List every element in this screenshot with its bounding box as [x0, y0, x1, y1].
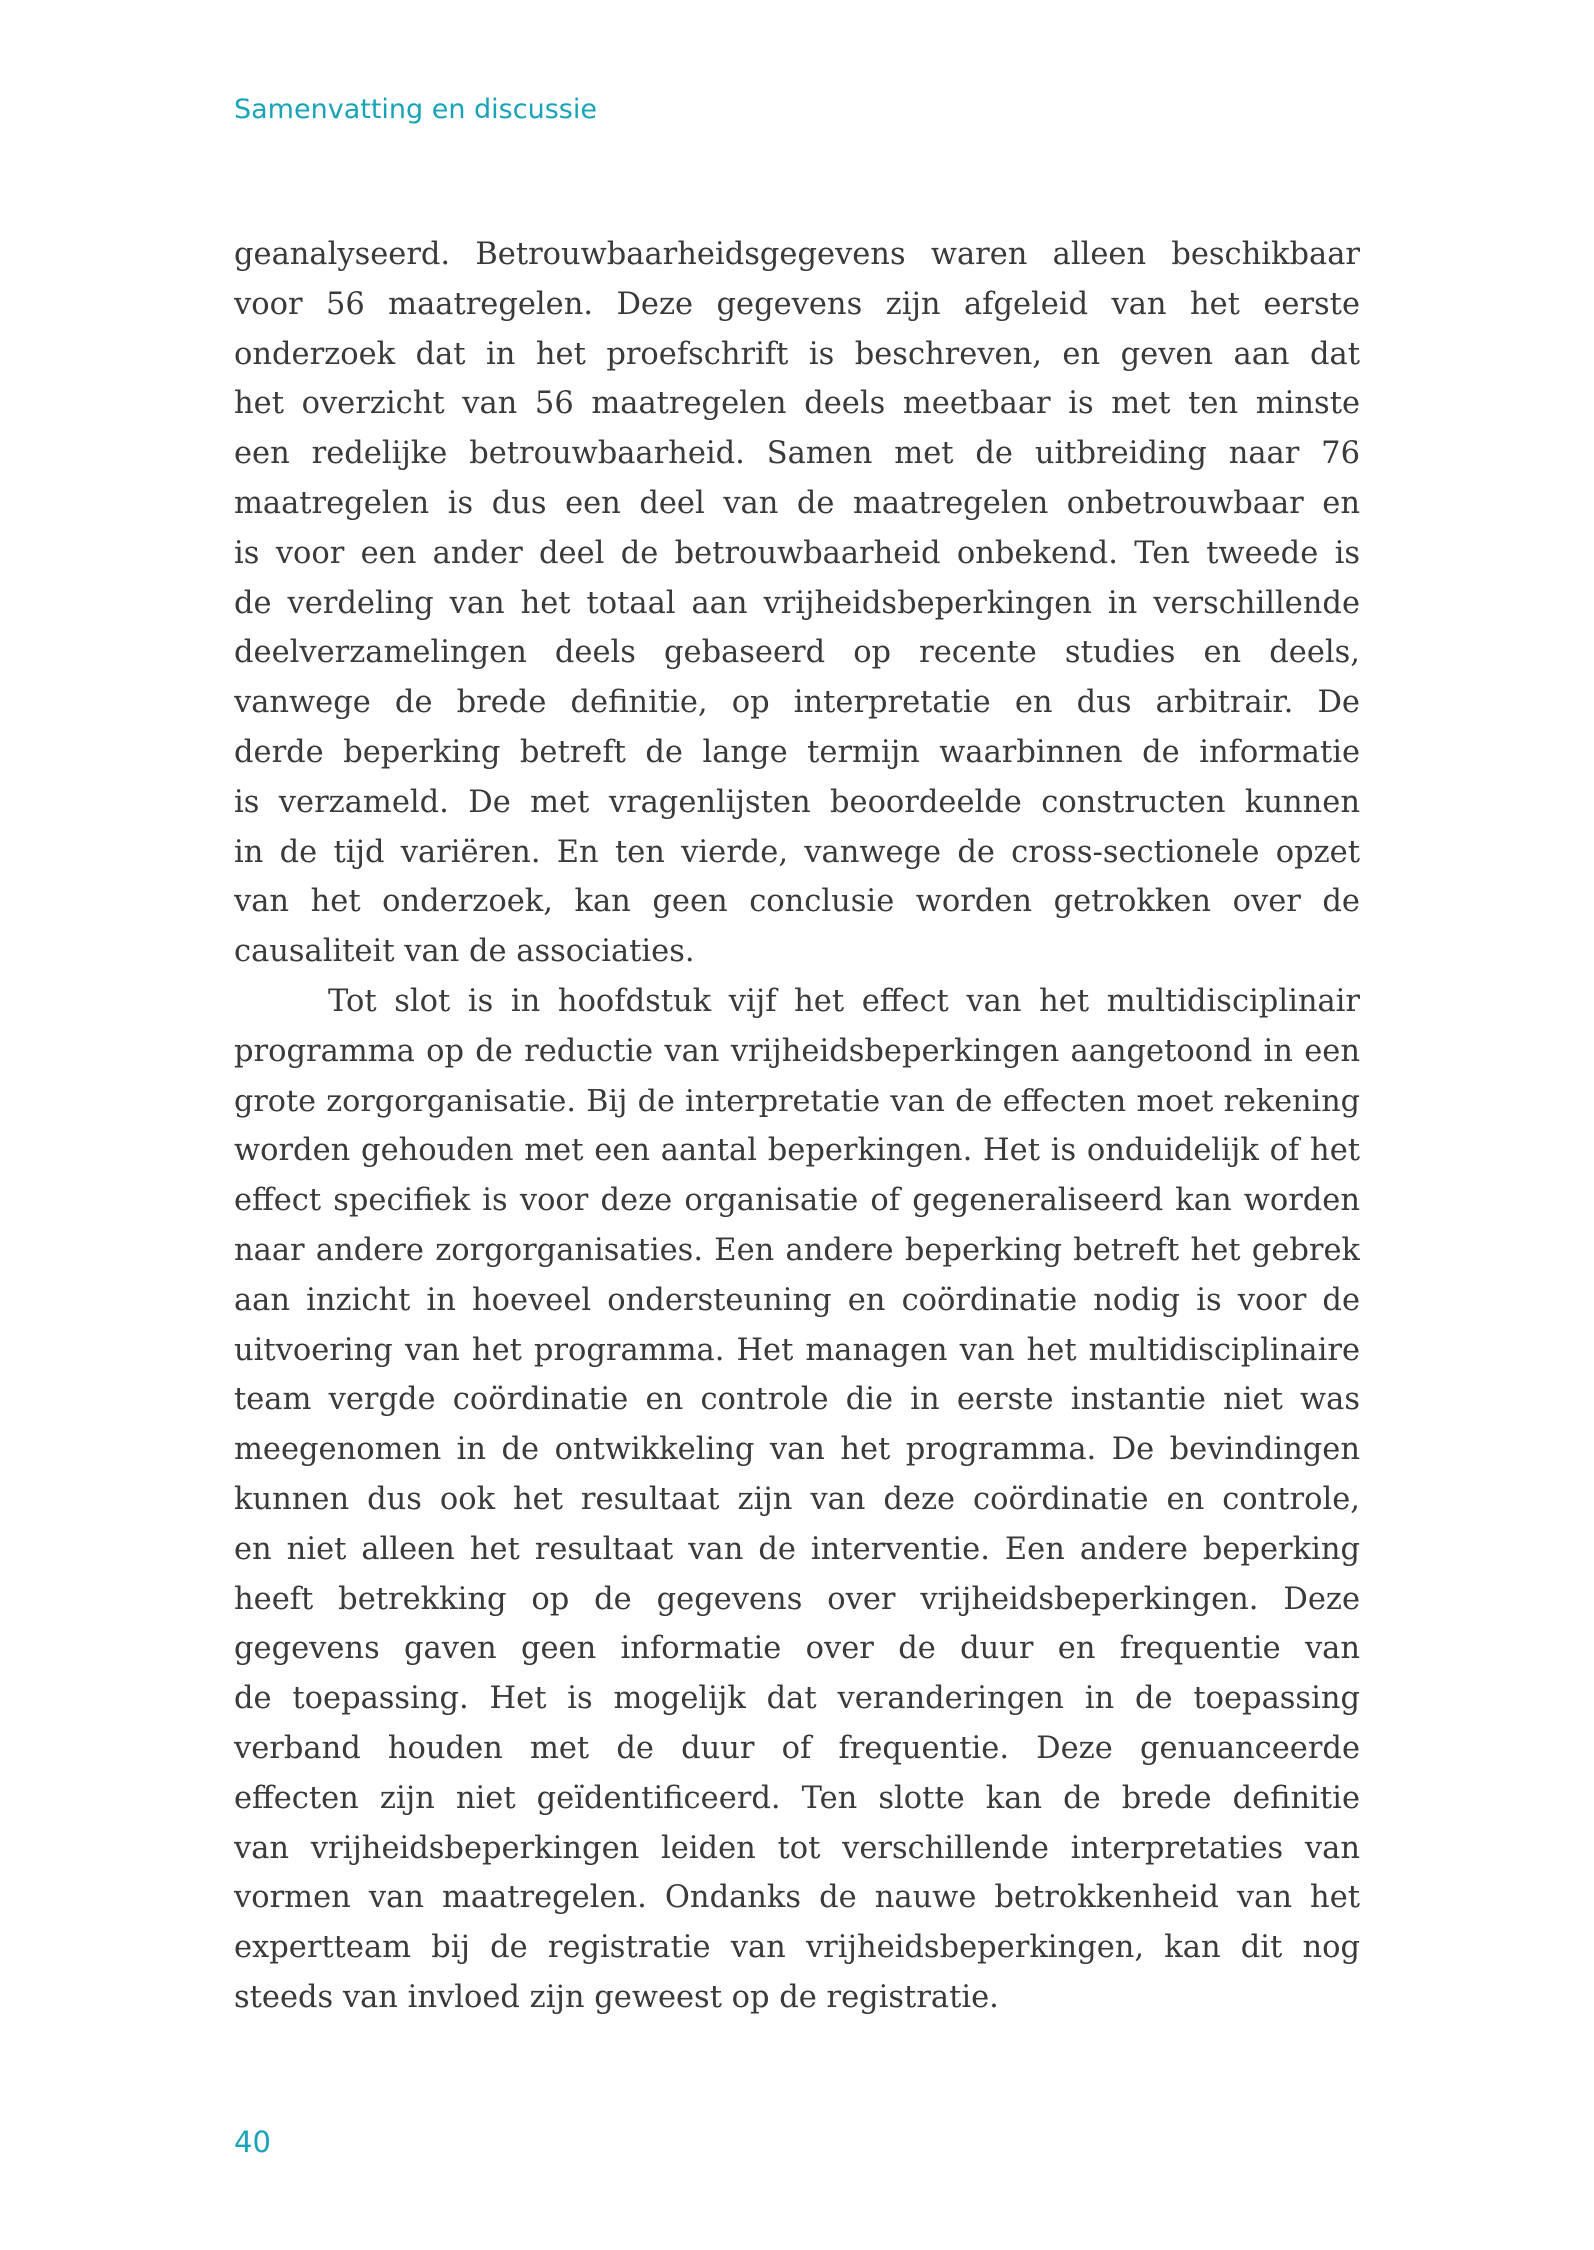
text-line: deelverzamelingen deels gebaseerd op recente studies en deels, [234, 635, 1360, 671]
text-line: van het onderzoek, kan geen conclusie worden getrokken over de [234, 884, 1360, 920]
text-line: programma op de reductie van vrijheidsbeperkingen aangetoond in een [234, 1033, 1360, 1069]
text-line: voor 56 maatregelen. Deze gegevens zijn afgeleid van het eerste [234, 286, 1360, 322]
text-line: is verzameld. De met vragenlijsten beoordeelde constructen kunnen [234, 784, 1360, 820]
text-line: gegevens gaven geen informatie over de duur en frequentie van [234, 1631, 1360, 1667]
text-line: vormen van maatregelen. Ondanks de nauwe betrokkenheid van het [234, 1880, 1360, 1916]
text-line: effecten zijn niet geïdentificeerd. Ten slotte kan de brede definitie [234, 1780, 1360, 1816]
text-line: expertteam bij de registratie van vrijheidsbeperkingen, kan dit nog [234, 1930, 1360, 1966]
page-number: 40 [234, 2125, 271, 2159]
body-text [234, 230, 1360, 2023]
text-line: de verdeling van het totaal aan vrijheidsbeperkingen in verschillende [234, 585, 1360, 621]
text-line: de toepassing. Het is mogelijk dat veranderingen in de toepassing [234, 1681, 1360, 1717]
text-line: het overzicht van 56 maatregelen deels meetbaar is met ten minste [234, 386, 1360, 422]
text-line: in de tijd variëren. En ten vierde, vanwege de cross-sectionele opzet [234, 834, 1360, 870]
text-line: aan inzicht in hoeveel ondersteuning en coördinatie nodig is voor de [234, 1282, 1360, 1318]
text-line: effect specifiek is voor deze organisatie of gegeneraliseerd kan worden [234, 1183, 1360, 1219]
text-line: Tot slot is in hoofdstuk vijf het effect van het multidisciplinair [328, 983, 1360, 1019]
paragraph-2 [234, 977, 1360, 2023]
text-line: derde beperking betreft de lange termijn waarbinnen de informatie [234, 734, 1360, 770]
text-line: vanwege de brede definitie, op interpretatie en dus arbitrair. De [234, 685, 1360, 721]
text-line: steeds van invloed zijn geweest op de registratie. [234, 1979, 999, 2015]
text-line: is voor een ander deel de betrouwbaarheid onbekend. Ten tweede is [234, 535, 1360, 571]
text-line: team vergde coördinatie en controle die in eerste instantie niet was [234, 1382, 1360, 1418]
text-line: geanalyseerd. Betrouwbaarheidsgegevens waren alleen beschikbaar [234, 237, 1360, 272]
text-line: heeft betrekking op de gegevens over vrijheidsbeperkingen. Deze [234, 1581, 1360, 1617]
text-line: onderzoek dat in het proefschrift is beschreven, en geven aan dat [234, 336, 1360, 372]
text-line: naar andere zorgorganisaties. Een andere beperking betreft het gebrek [234, 1232, 1360, 1268]
text-line: en niet alleen het resultaat van de interventie. Een andere beperking [234, 1531, 1360, 1567]
text-line: uitvoering van het programma. Het managen van het multidisciplinaire [234, 1332, 1360, 1368]
running-header: Samenvatting en discussie [234, 94, 597, 125]
text-line: maatregelen is dus een deel van de maatregelen onbetrouwbaar en [234, 485, 1360, 521]
text-line: causaliteit van de associaties. [234, 934, 695, 970]
text-line: van vrijheidsbeperkingen leiden tot verschillende interpretaties van [234, 1830, 1360, 1866]
text-line: verband houden met de duur of frequentie. Deze genuanceerde [234, 1730, 1360, 1766]
text-line: meegenomen in de ontwikkeling van het programma. De bevindingen [234, 1432, 1360, 1468]
text-line: kunnen dus ook het resultaat zijn van deze coördinatie en controle, [234, 1481, 1360, 1517]
text-line: grote zorgorganisatie. Bij de interpretatie van de effecten moet rekening [234, 1083, 1360, 1119]
text-line: worden gehouden met een aantal beperkingen. Het is onduidelijk of het [234, 1133, 1360, 1169]
paragraph-1 [234, 230, 1360, 977]
text-line: een redelijke betrouwbaarheid. Samen met de uitbreiding naar 76 [234, 436, 1360, 472]
